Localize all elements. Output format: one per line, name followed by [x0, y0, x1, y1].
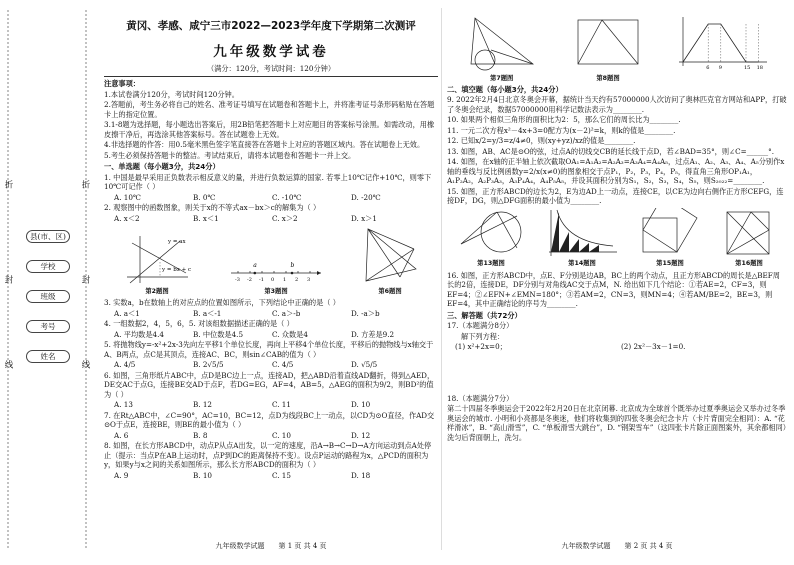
q6-options	[104, 400, 438, 410]
question-13: 13. 如图，AB、AC是⊙O的弦，过点A的切线交CB的延长线于点D，若∠BAD=35°，则∠C=______°.	[447, 146, 775, 156]
option-d[interactable]: D. √5/5	[351, 360, 378, 370]
fig13-caption: 第13题图	[477, 260, 505, 268]
fig3-point-label: b	[290, 262, 295, 270]
figure-8-graph	[675, 14, 771, 83]
option-b[interactable]: B. 2√5/5	[193, 360, 224, 370]
fig15-caption: 第15题图	[656, 260, 684, 268]
question-17-prompt: 解下列方程：	[461, 331, 505, 341]
fold-label-outer: 折	[3, 180, 13, 191]
fig6-caption: 第6题图	[378, 287, 402, 295]
fig3-caption: 第3题图	[264, 287, 288, 295]
figure-6	[360, 225, 420, 296]
exam-subject-title: 九年级数学试卷	[213, 43, 329, 60]
page-footer-left: 九年级数学试题 第 1 页 共 4 页	[215, 541, 327, 550]
question-17-head: 17.（本题满分8分）	[447, 321, 514, 331]
question-4: 4. 一组数据2，4，5，6，5. 对该组数据描述正确的是（ ）	[104, 319, 294, 329]
line-label: 线	[80, 360, 90, 371]
figure-15	[639, 208, 701, 269]
q8-options	[104, 471, 438, 481]
option-d[interactable]: D. 18	[351, 470, 371, 480]
option-d[interactable]: D. -20℃	[351, 192, 381, 202]
option-b[interactable]: B. 10	[193, 470, 212, 480]
fig2-eq1: y = ax	[168, 239, 186, 246]
seal-label: 封	[80, 275, 90, 286]
q17-parts	[447, 342, 787, 352]
option-a[interactable]: A. a＜1	[114, 308, 140, 318]
field-exam-number[interactable]: 考号	[26, 320, 70, 333]
q2-options	[104, 214, 438, 224]
fig14-caption: 第14题图	[568, 260, 596, 268]
option-c[interactable]: C. 4/5	[272, 360, 294, 370]
exam-header-title: 黄冈、孝感、咸宁三市2022—2023学年度下学期第二次测评	[126, 20, 416, 32]
figure-14	[545, 208, 619, 269]
fig3-tick-label: 0	[271, 277, 275, 284]
option-b[interactable]: B. 中位数是4.5	[193, 329, 244, 339]
option-c[interactable]: C. 10	[272, 430, 291, 440]
fig2-graph	[122, 233, 192, 285]
option-a[interactable]: A. 10℃	[114, 192, 141, 202]
figure-16	[721, 208, 777, 269]
right-page	[447, 0, 787, 561]
note-item: 4.非选择题的作答：用0.5毫米黑色签字笔直接答在答题卡上对应的答题区域内。答在试题卷上无效。	[104, 140, 425, 150]
option-b[interactable]: B. a＜-1	[193, 308, 222, 318]
option-b[interactable]: B. 8	[193, 430, 208, 440]
question-15: 15. 如图，正方形ABCD的边长为2，E为边AD上一动点，连接CE，以CE为边向右侧作正方形CEFG，连接DF，DG，则△DFG面积的最小值为________.	[447, 186, 784, 206]
q4-options	[104, 330, 438, 340]
q17-part-2: (2) 2x²－3x－1=0.	[621, 342, 686, 352]
question-16: 16. 如图，正方形ABCD中，点E、F分别是边AB，BC上的两个动点，且正方形ABCD的周长是△BEF周长的2倍，连接DE，DF分别与对角线AC交于点M，N. 给出如下几个结论：①若AE=2，CF=3，则EF=4；②∠EFN+∠EMN=180°；③若AM=2，CN=3，则MN=4；④若AM/BE=2，BE=3，则EF=4，其中正确结论的序号为________.	[447, 270, 780, 309]
figures-row-top	[447, 14, 787, 83]
left-page	[104, 0, 438, 561]
option-c[interactable]: C. 11	[272, 400, 291, 410]
fig3-ticks	[235, 262, 310, 283]
fig3-point-label: a	[253, 262, 257, 270]
fig3-tick-label: -1	[259, 277, 264, 284]
fig8-rectangle	[572, 14, 644, 72]
option-c[interactable]: C. 15	[272, 470, 291, 480]
fig8-tick-label: 15	[744, 65, 751, 71]
notes-title: 注意事项：	[104, 79, 140, 89]
option-b[interactable]: B. 12	[193, 400, 212, 410]
fig3-tick-label: 1	[283, 277, 287, 284]
section2-title: 二、填空题（每小题3分，共24分）	[447, 84, 563, 94]
fig3-point	[254, 272, 257, 275]
fig14-hyperbola	[545, 208, 619, 258]
question-14: 14. 如图，在x轴的正半轴上依次截取OA₁=A₁A₂=A₂A₃=A₃A₄=A₄A₅，过点A₁、A₂、A₃、A₄、A₅分别作x轴的垂线与反比例函数y=2/x(x≠0)的图象相交于点P₁，P₂，P₃，P₄，P₅，得直角三角形OP₁A₁，A₁P₂A₂，A₂P₃A₃，A₃P₄A₄，A₄P₅A₅，并设其面积分别为S₁，S₂，S₃，S₄，S₅，则S₂₀₂₂=________.	[447, 157, 785, 186]
question-18-head: 18.（本题满分7分）	[447, 393, 514, 403]
note-item: 5.考生必须保持答题卡的整洁。考试结束后，请将本试题卷和答题卡一并上交。	[104, 150, 356, 160]
option-d[interactable]: D. 方差是9.2	[351, 329, 395, 339]
fig7-caption: 第7题图	[490, 74, 514, 82]
fig3-tick-label: 3	[307, 277, 311, 284]
option-a[interactable]: A. x＜2	[114, 213, 140, 223]
fig13-circle	[457, 208, 525, 258]
fig3-tick-label: 2	[295, 277, 299, 284]
option-a[interactable]: A. 6	[114, 430, 129, 440]
option-a[interactable]: A. 13	[114, 400, 133, 410]
exam-meta: （满分：120分，考试时间：120分钟）	[206, 63, 336, 73]
q1-options	[104, 193, 438, 203]
option-a[interactable]: A. 9	[114, 470, 129, 480]
figure-2	[122, 233, 192, 296]
page-footer-right: 九年级数学试题 第 2 页 共 4 页	[561, 541, 673, 550]
fig8-caption: 第8题图	[596, 74, 620, 82]
question-18-body: 第二十四届冬季奥运会于2022年2月20日在北京闭幕. 北京成为全球首个既举办过夏季奥运会又举办过冬季奥运会的城市. 小明和小亮都是冬奥迷，他们将收集到的四张冬奥会纪念卡片（卡片背面完全相同）：A. “花样滑冰”，B. “高山滑雪”，C. “单板滑雪大跳台”，D. “钢架雪车”（这四张卡片除正面图案外，其余都相同）洗匀后背面朝上，洗匀。	[447, 404, 787, 442]
question-6: 6. 如图，三角形纸片ABC中，点D是BC边上一点，连接AD，把△ABD沿着直线AD翻折，得到△AED，DE交AC于点G，连接BE交AD于点F，若DG=EG，AF=4，AB=5，△AEG的面积为9/2，则BD²的值为（ ）	[104, 370, 435, 399]
fig8-tick-label: 9	[719, 65, 723, 71]
fig2-eq2: y = bx + c	[162, 267, 192, 274]
column-divider	[441, 8, 442, 550]
field-county[interactable]: 县(市、区)	[26, 230, 70, 243]
figures-row-middle	[447, 208, 787, 269]
q3-options	[104, 309, 438, 319]
q7-options	[104, 431, 438, 441]
question-2: 2. 观察图中的函数图象，则关于x的不等式ax－bx＞c的解集为（ ）	[104, 203, 321, 213]
figures-row-left	[104, 225, 438, 296]
option-d[interactable]: D. -a＞b	[351, 308, 380, 318]
figure-8-rect	[572, 14, 644, 83]
option-d[interactable]: D. 10	[351, 400, 371, 410]
fig15-squares	[639, 208, 701, 258]
section1-title: 一、单选题（每小题3分，共24分）	[104, 162, 220, 172]
option-b[interactable]: B. x＜1	[193, 213, 219, 223]
fig6-triangle	[360, 225, 420, 285]
binding-margin	[0, 0, 92, 561]
fig16-square	[721, 208, 777, 258]
note-item: 1.本试卷满分120分，考试时间120分钟。	[104, 89, 239, 99]
fig2-caption: 第2题图	[145, 287, 169, 295]
header-rule	[104, 76, 438, 77]
figure-3	[228, 259, 324, 296]
option-c[interactable]: C. -10℃	[272, 192, 302, 202]
fig7-diagram	[463, 14, 541, 72]
option-a[interactable]: A. 平均数是4.4	[114, 329, 164, 339]
option-d[interactable]: D. x＞1	[351, 213, 377, 223]
fig16-caption: 第16题图	[735, 260, 763, 268]
fig3-number-line	[228, 259, 324, 285]
question-5: 5. 将抛物线y=-x²+2x-3先向左平移1个单位长度，再向上平移4个单位长度，平移后的抛物线与x轴交于A、B两点，点C是其顶点，连接AC、BC，则sin∠CAB的值为（ ）	[104, 340, 434, 359]
question-3: 3. 实数a，b在数轴上的对应点的位置如图所示，下列结论中正确的是（ ）	[104, 298, 340, 308]
option-c[interactable]: C. x＞2	[272, 213, 298, 223]
figure-7	[463, 14, 541, 83]
question-12: 12. 已知x/2=y/3=z/4≠0，则(xy+yz)/xz的值是________.	[447, 136, 636, 146]
question-1: 1. 中国是最早采用正负数表示相反意义的量，并进行负数运算的国家. 若零上10℃记作+10℃，则零下10℃可记作（ ）	[104, 172, 432, 192]
field-class[interactable]: 班级	[26, 290, 70, 303]
line-label-outer: 线	[3, 360, 13, 371]
field-school[interactable]: 学校	[26, 260, 70, 273]
fig8-tick-label: 6	[706, 65, 710, 71]
note-item: 2.答题前，考生务必将自己的姓名、准考证号填写在试题卷和答题卡上，并将准考证号条形码粘贴在答题卡上的指定位置。	[104, 100, 435, 119]
question-8: 8. 如图，在长方形ABCD中，动点P从点A出发，以一定的速度，沿A→B→C→D→A方向运动到点A处停止（提示：当点P在AB上运动时，点P到DC的距离保持不变）。设点P运动的路程为x，△PCD的面积为y，如果y与x之间的关系如图所示，那么长方形ABCD的面积为（ ）	[104, 441, 432, 470]
option-b[interactable]: B. 0℃	[193, 192, 216, 202]
fig3-tick-label: -3	[235, 277, 240, 284]
question-7: 7. 在Rt△ABC中，∠C=90°，AC=10，BC=12，点D为线段BC上一动点，以CD为⊙O直径，作AD交⊙O于点E，连接BE，则BE的最小值为（ ）	[104, 410, 435, 430]
question-10: 10. 如果两个相似三角形的面积比为2：5，那么它们的周长比为________.	[447, 115, 681, 125]
field-name[interactable]: 姓名	[26, 350, 70, 363]
q17-part-1: (1) x²+2x=0；	[455, 342, 507, 352]
figure-13	[457, 208, 525, 269]
option-c[interactable]: C. 众数是4	[272, 329, 308, 339]
fig3-tick-label: -2	[247, 277, 252, 284]
fold-label: 折	[80, 180, 90, 191]
q5-options	[104, 360, 438, 370]
note-item: 3.1-8题为选择题，每小题选出答案后，用2B铅笔把答题卡上对应题目的答案标号涂黑。如需改动，用橡皮擦干净后，再选涂其他答案标号。答在试题卷上无效。	[104, 120, 435, 139]
question-11: 11. 一元二次方程x²－4x+3=0配方为(x－2)²=k，则k的值是________.	[447, 125, 676, 135]
option-a[interactable]: A. 4/5	[114, 360, 136, 370]
question-9: 9. 2022年2月4日北京冬奥会开幕，据统计当天约有57000000人次访问了奥林匹克官方网站和APP，打破了冬奥会纪录，数据57000000用科学记数法表示为________.	[447, 95, 787, 114]
option-d[interactable]: D. 12	[351, 430, 371, 440]
q17-answer-space[interactable]	[447, 352, 787, 394]
fig3-point	[291, 272, 294, 275]
section3-title: 三、解答题（共72分）	[447, 310, 522, 320]
fig8-ticks	[707, 24, 764, 71]
fig8-tick-label: 18	[756, 65, 764, 71]
option-c[interactable]: C. a＞-b	[272, 308, 301, 318]
fig8-area-graph	[675, 14, 771, 72]
seal-label-outer: 封	[3, 275, 13, 286]
